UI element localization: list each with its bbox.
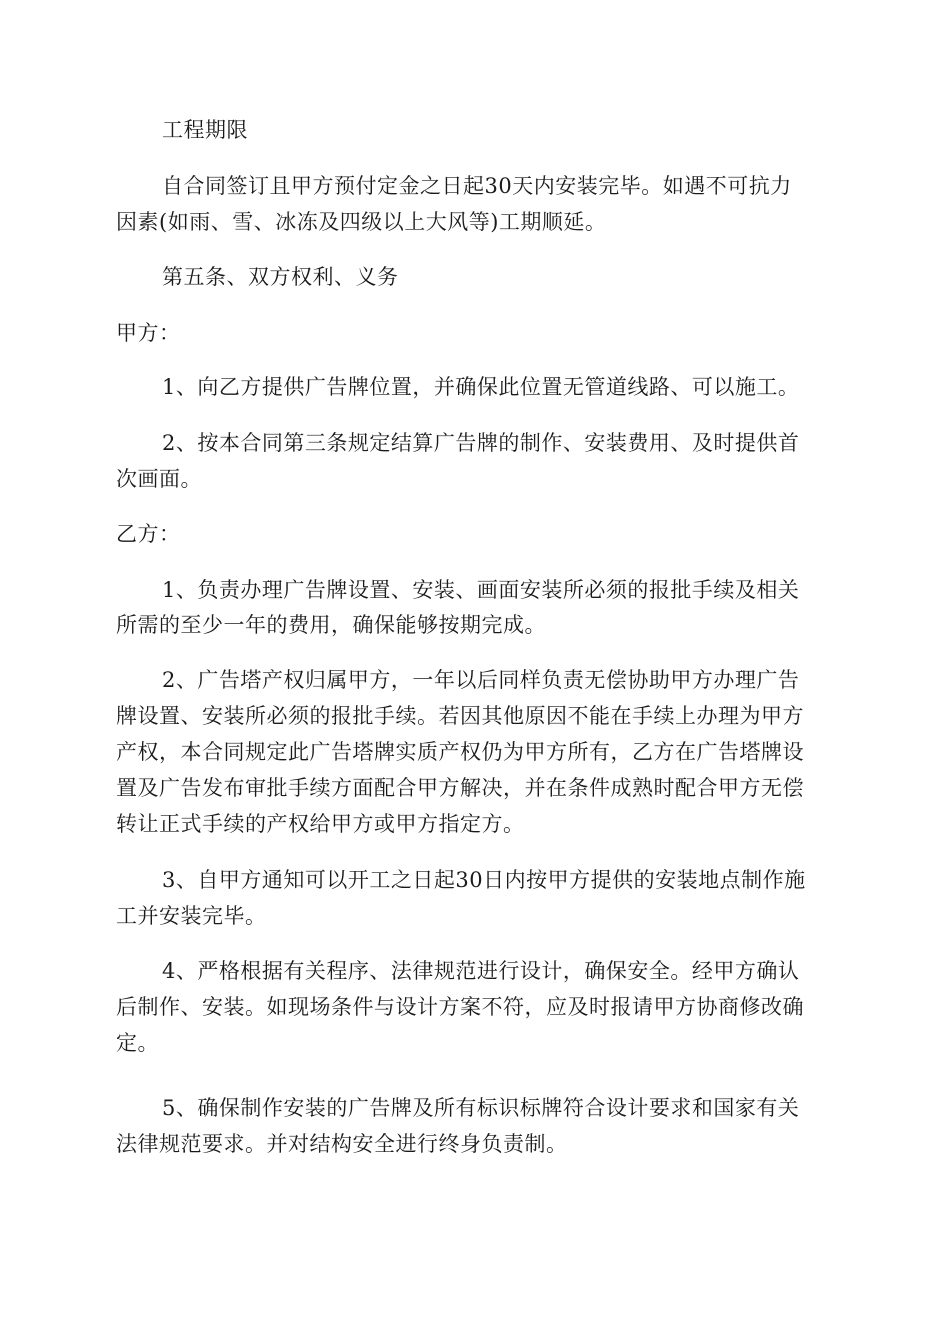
party-b-item-4-line-2: 后制作、安装。如现场条件与设计方案不符，应及时报请甲方协商修改确 (116, 995, 804, 1019)
party-b-item-2-line-2: 牌设置、安装所必须的报批手续。若因其他原因不能在手续上办理为甲方 (116, 704, 804, 728)
party-b-item-3-line-1: 3、自甲方通知可以开工之日起30日内按甲方提供的安装地点制作施 (162, 868, 806, 892)
period-line-2: 因素(如雨、雪、冰冻及四级以上大风等)工期顺延。 (116, 210, 607, 234)
party-a-label: 甲方： (116, 321, 181, 345)
party-b-item-2-line-1: 2、广告塔产权归属甲方，一年以后同样负责无偿协助甲方办理广告 (162, 668, 800, 692)
party-b-item-2-line-4: 置及广告发布审批手续方面配合甲方解决，并在条件成熟时配合甲方无偿 (116, 776, 804, 800)
party-b-item-5-line-2: 法律规范要求。并对结构安全进行终身负责制。 (116, 1132, 568, 1156)
party-a-item-2-line-1: 2、按本合同第三条规定结算广告牌的制作、安装费用、及时提供首 (162, 431, 800, 455)
party-a-item-1: 1、向乙方提供广告牌位置，并确保此位置无管道线路、可以施工。 (162, 375, 800, 399)
party-b-item-1-line-2: 所需的至少一年的费用，确保能够按期完成。 (116, 613, 546, 637)
party-b-item-1-line-1: 1、负责办理广告牌设置、安装、画面安装所必须的报批手续及相关 (162, 578, 800, 602)
party-b-item-2-line-5: 转让正式手续的产权给甲方或甲方指定方。 (116, 812, 525, 836)
party-b-label: 乙方： (116, 522, 181, 546)
party-b-item-4-line-3: 定。 (116, 1031, 159, 1055)
article-5-heading: 第五条、双方权利、义务 (162, 265, 399, 289)
party-b-item-4-line-1: 4、严格根据有关程序、法律规范进行设计，确保安全。经甲方确认 (162, 959, 800, 983)
heading-period: 工程期限 (162, 118, 248, 142)
party-b-item-3-line-2: 工并安装完毕。 (116, 904, 267, 928)
party-a-item-2-line-2: 次画面。 (116, 467, 202, 491)
party-b-item-2-line-3: 产权，本合同规定此广告塔牌实质产权仍为甲方所有，乙方在广告塔牌设 (116, 740, 804, 764)
period-line-1: 自合同签订且甲方预付定金之日起30天内安装完毕。如遇不可抗力 (162, 174, 792, 198)
party-b-item-5-line-1: 5、确保制作安装的广告牌及所有标识标牌符合设计要求和国家有关 (162, 1096, 800, 1120)
